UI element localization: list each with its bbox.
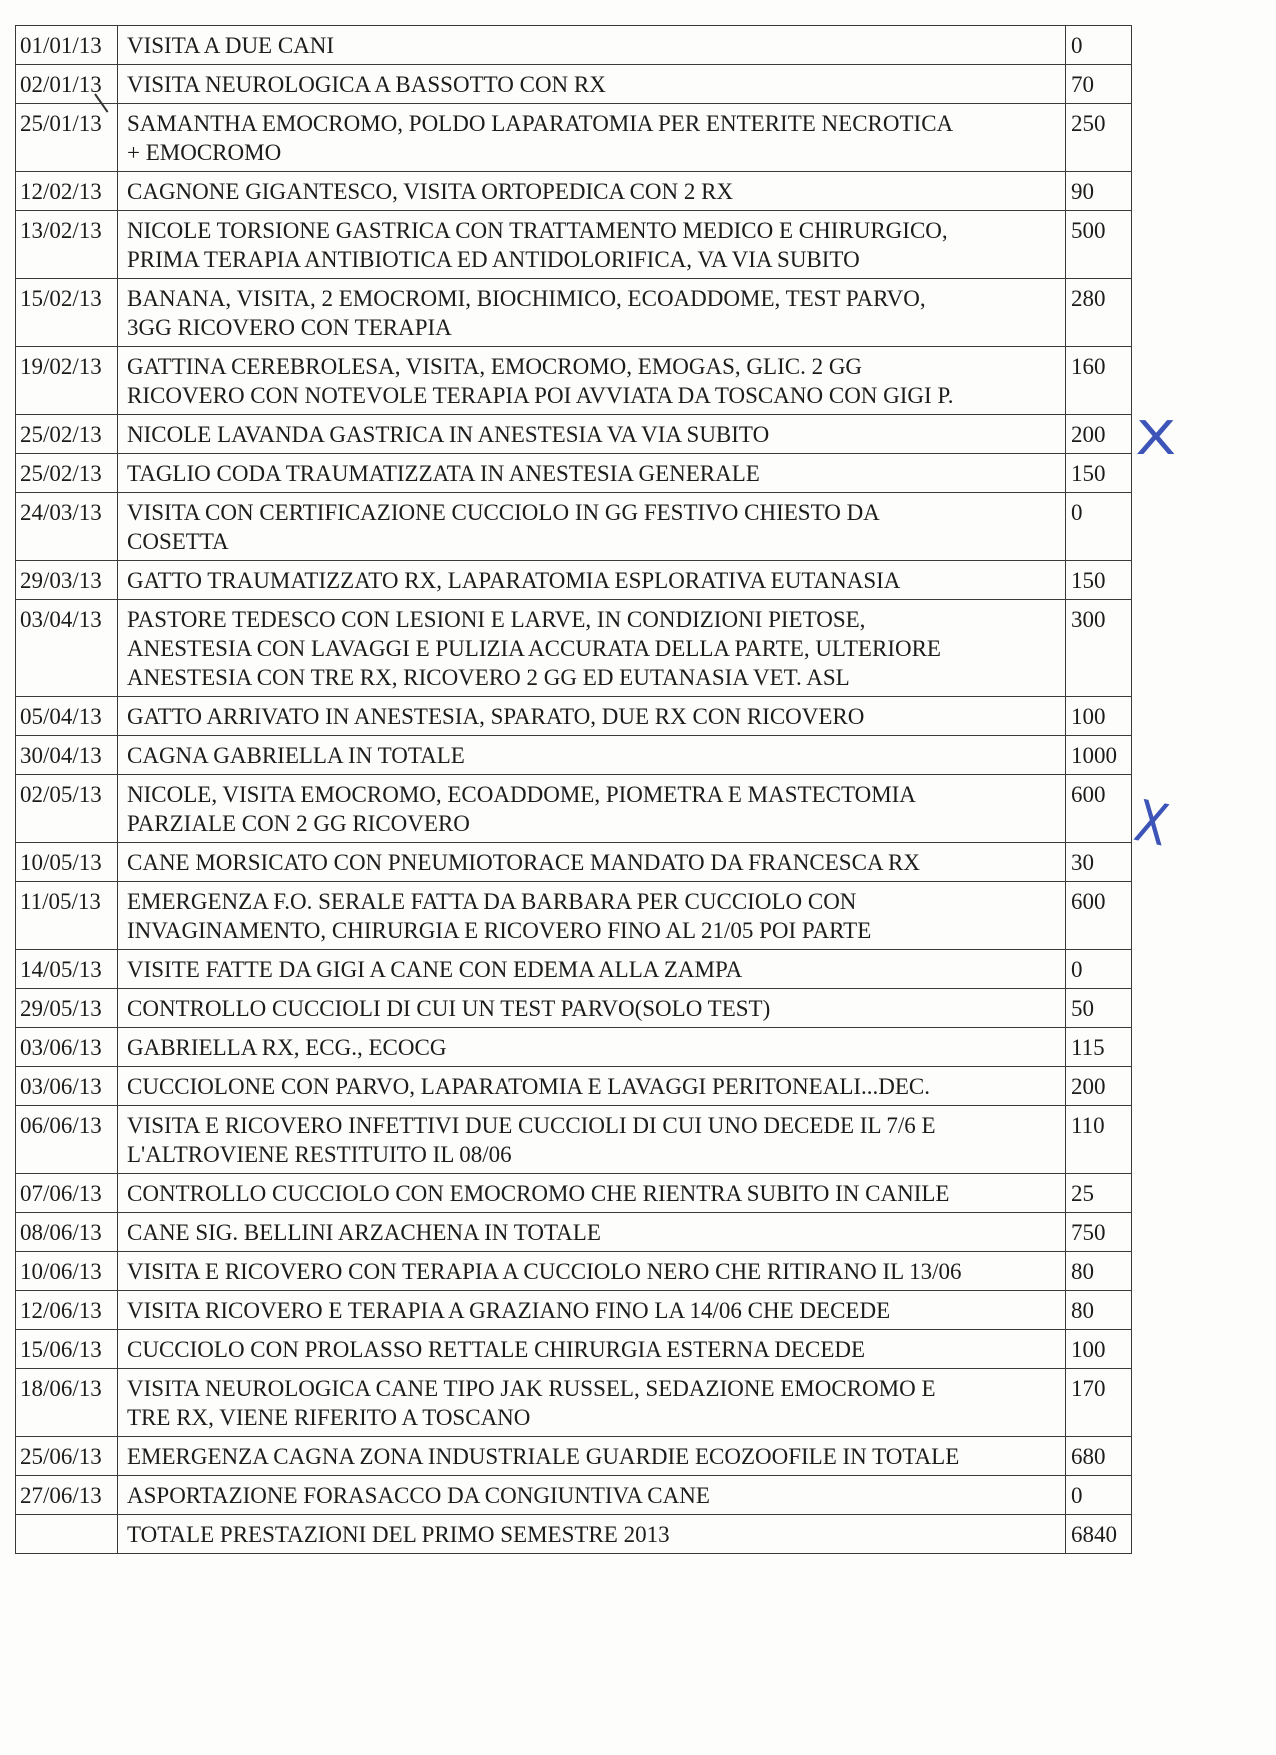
amount-text: 80: [1071, 1259, 1094, 1284]
table-row: [16, 172, 1132, 211]
amount-cell: [1066, 454, 1132, 493]
date-text: 29/03/13: [20, 568, 102, 593]
amount-cell: [1066, 211, 1132, 279]
amount-cell: [1066, 1174, 1132, 1213]
amount-cell: [1066, 1437, 1132, 1476]
description-cell: [118, 736, 1066, 775]
table-row: [16, 1252, 1132, 1291]
amount-text: 0: [1071, 1483, 1083, 1508]
amount-cell: [1066, 843, 1132, 882]
description-cell: [118, 26, 1066, 65]
date-text: 07/06/13: [20, 1181, 102, 1206]
date-cell: [16, 1106, 118, 1174]
table-row: [16, 1067, 1132, 1106]
amount-text: 115: [1071, 1035, 1105, 1060]
description-cell: [118, 1106, 1066, 1174]
date-text: 10/05/13: [20, 850, 102, 875]
description-text: SAMANTHA EMOCROMO, POLDO LAPARATOMIA PER ENTERITE NECROTICA + EMOCROMO: [127, 111, 954, 165]
table-row: [16, 697, 1132, 736]
date-cell: [16, 843, 118, 882]
date-text: 25/02/13: [20, 461, 102, 486]
date-text: 02/05/13: [20, 782, 102, 807]
description-text: CANE SIG. BELLINI ARZACHENA IN TOTALE: [127, 1220, 601, 1245]
table-row: [16, 882, 1132, 950]
table-row: [16, 279, 1132, 347]
date-text: 01/01/13: [20, 33, 102, 58]
amount-text: 100: [1071, 1337, 1106, 1362]
amount-text: 600: [1071, 782, 1106, 807]
date-text: 03/06/13: [20, 1074, 102, 1099]
amount-cell: [1066, 1252, 1132, 1291]
date-text: 12/06/13: [20, 1298, 102, 1323]
description-cell: [118, 1437, 1066, 1476]
amount-cell: [1066, 347, 1132, 415]
date-text: 03/06/13: [20, 1035, 102, 1060]
description-cell: [118, 1515, 1066, 1554]
date-cell: [16, 1174, 118, 1213]
table-row: [16, 1028, 1132, 1067]
amount-cell: [1066, 65, 1132, 104]
table-row: [16, 1174, 1132, 1213]
date-text: 25/02/13: [20, 422, 102, 447]
date-cell: [16, 1369, 118, 1437]
description-text: VISITA NEUROLOGICA A BASSOTTO CON RX: [127, 72, 606, 97]
table-row: [16, 561, 1132, 600]
date-cell: [16, 454, 118, 493]
amount-cell: [1066, 775, 1132, 843]
date-cell: [16, 736, 118, 775]
date-text: 06/06/13: [20, 1113, 102, 1138]
description-text: VISITA RICOVERO E TERAPIA A GRAZIANO FINO LA 14/06 CHE DECEDE: [127, 1298, 891, 1323]
amount-text: 0: [1071, 500, 1083, 525]
amount-cell: [1066, 1515, 1132, 1554]
amount-text: 500: [1071, 218, 1106, 243]
date-text: 29/05/13: [20, 996, 102, 1021]
amount-cell: [1066, 415, 1132, 454]
description-cell: [118, 104, 1066, 172]
description-text: VISITE FATTE DA GIGI A CANE CON EDEMA ALLA ZAMPA: [127, 957, 743, 982]
date-text: 08/06/13: [20, 1220, 102, 1245]
date-text: 18/06/13: [20, 1376, 102, 1401]
description-cell: [118, 454, 1066, 493]
description-text: ASPORTAZIONE FORASACCO DA CONGIUNTIVA CANE: [127, 1483, 710, 1508]
table-row: [16, 211, 1132, 279]
table-row: [16, 1369, 1132, 1437]
description-cell: [118, 843, 1066, 882]
date-cell: [16, 1437, 118, 1476]
amount-text: 300: [1071, 607, 1106, 632]
date-cell: [16, 775, 118, 843]
date-cell: [16, 1028, 118, 1067]
amount-text: 280: [1071, 286, 1106, 311]
date-text: 27/06/13: [20, 1483, 102, 1508]
description-text: CUCCIOLONE CON PARVO, LAPARATOMIA E LAVAGGI PERITONEALI...DEC.: [127, 1074, 931, 1099]
date-cell: [16, 1330, 118, 1369]
amount-text: 1000: [1071, 743, 1117, 768]
amount-cell: [1066, 1476, 1132, 1515]
amount-text: 50: [1071, 996, 1094, 1021]
amount-cell: [1066, 1028, 1132, 1067]
amount-text: 250: [1071, 111, 1106, 136]
description-cell: [118, 1213, 1066, 1252]
amount-text: 150: [1071, 568, 1106, 593]
total-row: [16, 1515, 1132, 1554]
description-cell: [118, 493, 1066, 561]
description-text: CANE MORSICATO CON PNEUMIOTORACE MANDATO DA FRANCESCA RX: [127, 850, 920, 875]
date-text: 03/04/13: [20, 607, 102, 632]
date-cell: [16, 1252, 118, 1291]
description-text: NICOLE LAVANDA GASTRICA IN ANESTESIA VA VIA SUBITO: [127, 422, 770, 447]
table-row: [16, 775, 1132, 843]
table-row: [16, 1213, 1132, 1252]
description-text: TOTALE PRESTAZIONI DEL PRIMO SEMESTRE 2013: [127, 1522, 670, 1547]
table-row: [16, 736, 1132, 775]
table-row: [16, 1476, 1132, 1515]
table-row: [16, 989, 1132, 1028]
amount-text: 100: [1071, 704, 1106, 729]
date-cell: [16, 172, 118, 211]
amount-text: 200: [1071, 422, 1106, 447]
description-text: TAGLIO CODA TRAUMATIZZATA IN ANESTESIA GENERALE: [127, 461, 760, 486]
amount-cell: [1066, 1213, 1132, 1252]
amount-cell: [1066, 882, 1132, 950]
description-text: CUCCIOLO CON PROLASSO RETTALE CHIRURGIA ESTERNA DECEDE: [127, 1337, 866, 1362]
date-text: 25/06/13: [20, 1444, 102, 1469]
date-cell: [16, 989, 118, 1028]
description-cell: [118, 65, 1066, 104]
amount-text: 90: [1071, 179, 1094, 204]
description-cell: [118, 882, 1066, 950]
date-cell: [16, 279, 118, 347]
description-text: GABRIELLA RX, ECG., ECOCG: [127, 1035, 447, 1060]
table-row: [16, 65, 1132, 104]
amount-text: 200: [1071, 1074, 1106, 1099]
description-cell: [118, 1028, 1066, 1067]
amount-text: 110: [1071, 1113, 1105, 1138]
description-cell: [118, 1330, 1066, 1369]
description-text: CONTROLLO CUCCIOLI DI CUI UN TEST PARVO(SOLO TEST): [127, 996, 771, 1021]
table-row: [16, 415, 1132, 454]
description-cell: [118, 1291, 1066, 1330]
table-row: [16, 843, 1132, 882]
description-text: VISITA NEUROLOGICA CANE TIPO JAK RUSSEL, SEDAZIONE EMOCROMO E TRE RX, VIENE RIFERITO A TOSCANO: [127, 1376, 936, 1430]
date-text: 30/04/13: [20, 743, 102, 768]
description-cell: [118, 950, 1066, 989]
date-text: 24/03/13: [20, 500, 102, 525]
amount-text: 750: [1071, 1220, 1106, 1245]
date-cell: [16, 600, 118, 697]
date-cell: [16, 950, 118, 989]
date-cell: [16, 1515, 118, 1554]
description-cell: [118, 1476, 1066, 1515]
description-cell: [118, 211, 1066, 279]
date-cell: [16, 882, 118, 950]
amount-text: 170: [1071, 1376, 1106, 1401]
amount-cell: [1066, 172, 1132, 211]
amount-cell: [1066, 950, 1132, 989]
amount-cell: [1066, 493, 1132, 561]
description-text: VISITA E RICOVERO INFETTIVI DUE CUCCIOLI DI CUI UNO DECEDE IL 7/6 E L'ALTROVIENE RESTITUITO IL 08/06: [127, 1113, 936, 1167]
table-row: [16, 1291, 1132, 1330]
description-cell: [118, 415, 1066, 454]
date-text: 12/02/13: [20, 179, 102, 204]
date-text: 15/06/13: [20, 1337, 102, 1362]
date-cell: [16, 415, 118, 454]
date-text: 14/05/13: [20, 957, 102, 982]
description-cell: [118, 347, 1066, 415]
table-row: [16, 1330, 1132, 1369]
amount-cell: [1066, 1369, 1132, 1437]
amount-text: 6840: [1071, 1522, 1117, 1547]
description-text: BANANA, VISITA, 2 EMOCROMI, BIOCHIMICO, ECOADDOME, TEST PARVO, 3GG RICOVERO CON TERAPIA: [127, 286, 926, 340]
amount-cell: [1066, 1330, 1132, 1369]
amount-cell: [1066, 1106, 1132, 1174]
date-text: 11/05/13: [20, 889, 101, 914]
description-text: EMERGENZA F.O. SERALE FATTA DA BARBARA PER CUCCIOLO CON INVAGINAMENTO, CHIRURGIA E RICOVERO FINO AL 21/05 POI PARTE: [127, 889, 872, 943]
date-cell: [16, 104, 118, 172]
date-cell: [16, 211, 118, 279]
description-cell: [118, 1252, 1066, 1291]
date-cell: [16, 561, 118, 600]
date-cell: [16, 1291, 118, 1330]
amount-text: 0: [1071, 957, 1083, 982]
description-cell: [118, 775, 1066, 843]
description-cell: [118, 1067, 1066, 1106]
table-row: [16, 493, 1132, 561]
date-text: 25/01/13: [20, 111, 102, 136]
date-text: 05/04/13: [20, 704, 102, 729]
handwritten-x-mark: X: [1135, 411, 1177, 465]
description-cell: [118, 600, 1066, 697]
description-text: CAGNONE GIGANTESCO, VISITA ORTOPEDICA CON 2 RX: [127, 179, 734, 204]
amount-text: 680: [1071, 1444, 1106, 1469]
amount-cell: [1066, 989, 1132, 1028]
services-table-body: [16, 26, 1132, 1554]
description-cell: [118, 172, 1066, 211]
description-cell: [118, 561, 1066, 600]
amount-text: 0: [1071, 33, 1083, 58]
description-cell: [118, 1369, 1066, 1437]
description-text: GATTINA CEREBROLESA, VISITA, EMOCROMO, EMOGAS, GLIC. 2 GG RICOVERO CON NOTEVOLE TERAPIA POI AVVIATA DA TOSCANO CON GIGI P.: [127, 354, 954, 408]
date-text: 10/06/13: [20, 1259, 102, 1284]
description-cell: [118, 989, 1066, 1028]
table-row: [16, 104, 1132, 172]
description-cell: [118, 697, 1066, 736]
description-text: EMERGENZA CAGNA ZONA INDUSTRIALE GUARDIE ECOZOOFILE IN TOTALE: [127, 1444, 960, 1469]
description-text: VISITA E RICOVERO CON TERAPIA A CUCCIOLO NERO CHE RITIRANO IL 13/06: [127, 1259, 962, 1284]
description-text: CONTROLLO CUCCIOLO CON EMOCROMO CHE RIENTRA SUBITO IN CANILE: [127, 1181, 950, 1206]
date-cell: [16, 347, 118, 415]
amount-cell: [1066, 736, 1132, 775]
services-table: [15, 25, 1132, 1554]
table-row: [16, 347, 1132, 415]
description-text: VISITA A DUE CANI: [127, 33, 335, 58]
table-row: [16, 1437, 1132, 1476]
description-text: NICOLE TORSIONE GASTRICA CON TRATTAMENTO MEDICO E CHIRURGICO, PRIMA TERAPIA ANTIBIOTICA ED ANTIDOLORIFICA, VA VIA SUBITO: [127, 218, 948, 272]
amount-cell: [1066, 1291, 1132, 1330]
amount-text: 25: [1071, 1181, 1094, 1206]
date-cell: [16, 65, 118, 104]
amount-cell: [1066, 26, 1132, 65]
table-row: [16, 950, 1132, 989]
table-row: [16, 1106, 1132, 1174]
amount-text: 80: [1071, 1298, 1094, 1323]
description-cell: [118, 1174, 1066, 1213]
description-text: GATTO ARRIVATO IN ANESTESIA, SPARATO, DUE RX CON RICOVERO: [127, 704, 865, 729]
description-text: NICOLE, VISITA EMOCROMO, ECOADDOME, PIOMETRA E MASTECTOMIA PARZIALE CON 2 GG RICOVERO: [127, 782, 916, 836]
date-cell: [16, 1067, 118, 1106]
date-text: 02/01/13: [20, 72, 102, 97]
table-row: [16, 26, 1132, 65]
date-cell: [16, 1476, 118, 1515]
description-text: PASTORE TEDESCO CON LESIONI E LARVE, IN CONDIZIONI PIETOSE, ANESTESIA CON LAVAGGI E PULIZIA ACCURATA DELLA PARTE, ULTERIORE ANESTESIA CON TRE RX, RICOVERO 2 GG ED EUTANASIA VET. ASL: [127, 607, 941, 690]
amount-cell: [1066, 600, 1132, 697]
date-cell: [16, 1213, 118, 1252]
amount-text: 160: [1071, 354, 1106, 379]
description-text: CAGNA GABRIELLA IN TOTALE: [127, 743, 465, 768]
description-text: VISITA CON CERTIFICAZIONE CUCCIOLO IN GG FESTIVO CHIESTO DA COSETTA: [127, 500, 880, 554]
amount-text: 600: [1071, 889, 1106, 914]
amount-cell: [1066, 279, 1132, 347]
date-cell: [16, 26, 118, 65]
amount-text: 30: [1071, 850, 1094, 875]
amount-cell: [1066, 104, 1132, 172]
amount-text: 70: [1071, 72, 1094, 97]
date-text: 19/02/13: [20, 354, 102, 379]
amount-cell: [1066, 1067, 1132, 1106]
handwritten-x-mark: X: [1129, 786, 1175, 860]
description-cell: [118, 279, 1066, 347]
amount-cell: [1066, 697, 1132, 736]
table-row: [16, 600, 1132, 697]
date-cell: [16, 493, 118, 561]
table-row: [16, 454, 1132, 493]
date-text: 13/02/13: [20, 218, 102, 243]
amount-text: 150: [1071, 461, 1106, 486]
amount-cell: [1066, 561, 1132, 600]
description-text: GATTO TRAUMATIZZATO RX, LAPARATOMIA ESPLORATIVA EUTANASIA: [127, 568, 901, 593]
date-cell: [16, 697, 118, 736]
date-text: 15/02/13: [20, 286, 102, 311]
